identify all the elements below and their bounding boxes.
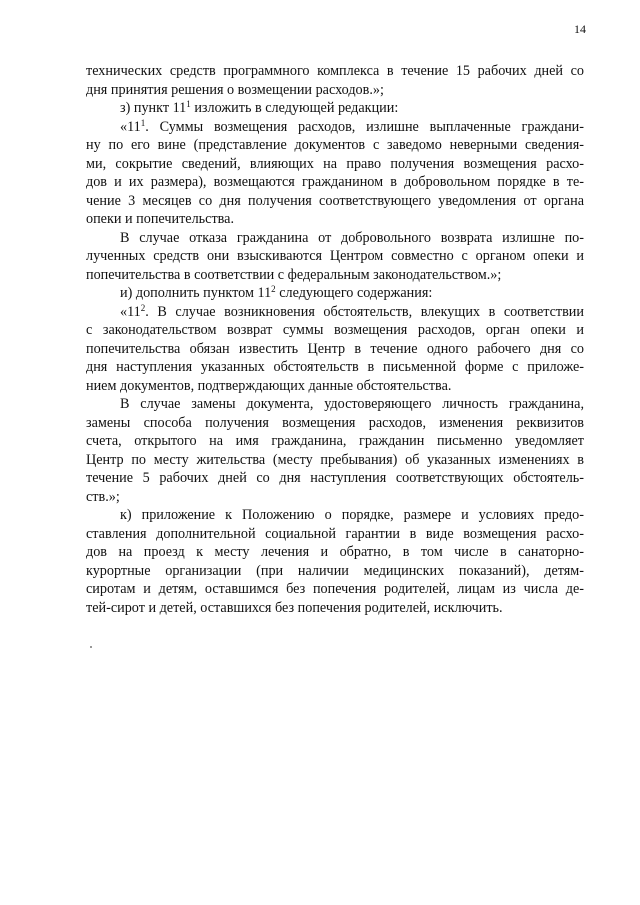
paragraph (86, 229, 584, 285)
text-line: «$11^2$. В случае возникновения обстоятельств, влекущих в соответствии (120, 302, 584, 320)
text-line: тей-сирот и детей, оставшихся без попечения родителей, исключить. (86, 599, 503, 616)
text-line: попечительства в соответствии с федеральным законодательством.»; (86, 266, 502, 283)
paragraph (86, 118, 584, 229)
text-line: попечительства обязан известить Центр в течение одного рабочего дня со (86, 340, 584, 357)
text-line: сиротам и детям, оставшимся без попечения родителей, лицам из числа де- (86, 581, 584, 597)
text-line: чение 3 месяцев со дня получения соответствующего уведомления от органа (86, 192, 584, 209)
text-line: ну по его вине (представление документов с заведомо неверными сведения- (86, 137, 584, 153)
text-line: счета, открытого на имя гражданина, гражданин письменно уведомляет (86, 433, 584, 449)
text-line: к) приложение к Положению о порядке, размере и условиях предо- (120, 507, 584, 523)
text-line: дня наступления указанных обстоятельств в письменной форме с приложе- (86, 359, 584, 375)
text-line: дов на проезд к месту лечения и обратно, в том числе в санаторно- (86, 544, 584, 560)
text-line: дня принятия решения о возмещении расходов.»; (86, 81, 384, 98)
paragraph (86, 303, 584, 396)
paragraph (86, 99, 584, 118)
scan-speck (90, 646, 92, 648)
paragraph (86, 284, 584, 303)
text-line: ставления дополнительной социальной гарантии в виде возмещения расхо- (86, 525, 584, 542)
text-line: з) пункт $11^1$ изложить в следующей редакции: (120, 99, 399, 116)
text-line: ств.»; (86, 488, 120, 505)
text-line: течение 5 рабочих дней со дня наступления соответствующих обстоятель- (86, 470, 584, 486)
text-line: замены способа получения возмещения расходов, изменения реквизитов (86, 414, 584, 431)
text-line: курортные организации (при наличии медицинских показаний), детям- (86, 562, 584, 579)
text-line: «$11^1$. Суммы возмещения расходов, излишне выплаченные граждани- (120, 117, 584, 135)
document-body (86, 62, 584, 617)
text-line: лученных средств они взыскиваются Центром совместно с органом опеки и (86, 248, 584, 264)
paragraph (86, 62, 584, 99)
text-line: В случае отказа гражданина от добровольного возврата излишне по- (120, 229, 584, 246)
text-line: Центр по месту жительства (месту пребывания) об указанных изменениях в (86, 451, 584, 468)
page-number: 14 (574, 22, 586, 36)
paragraph (86, 395, 584, 506)
text-line: ми, сокрытие сведений, влияющих на право получения возмещения расхо- (86, 155, 584, 172)
text-line: с законодательством возврат суммы возмещения расходов, орган опеки и (86, 322, 584, 338)
text-line: технических средств программного комплекса в течение 15 рабочих дней со (86, 63, 584, 79)
text-line: опеки и попечительства. (86, 211, 235, 227)
text-line: В случае замены документа, удостоверяющего личность гражданина, (120, 396, 584, 412)
paragraph (86, 506, 584, 617)
text-line: и) дополнить пунктом $11^2$ следующего содержания: (120, 284, 433, 301)
text-line: нием документов, подтверждающих данные обстоятельства. (86, 377, 452, 394)
text-line: дов и их размера), возмещаются гражданином в добровольном порядке в те- (86, 174, 584, 190)
